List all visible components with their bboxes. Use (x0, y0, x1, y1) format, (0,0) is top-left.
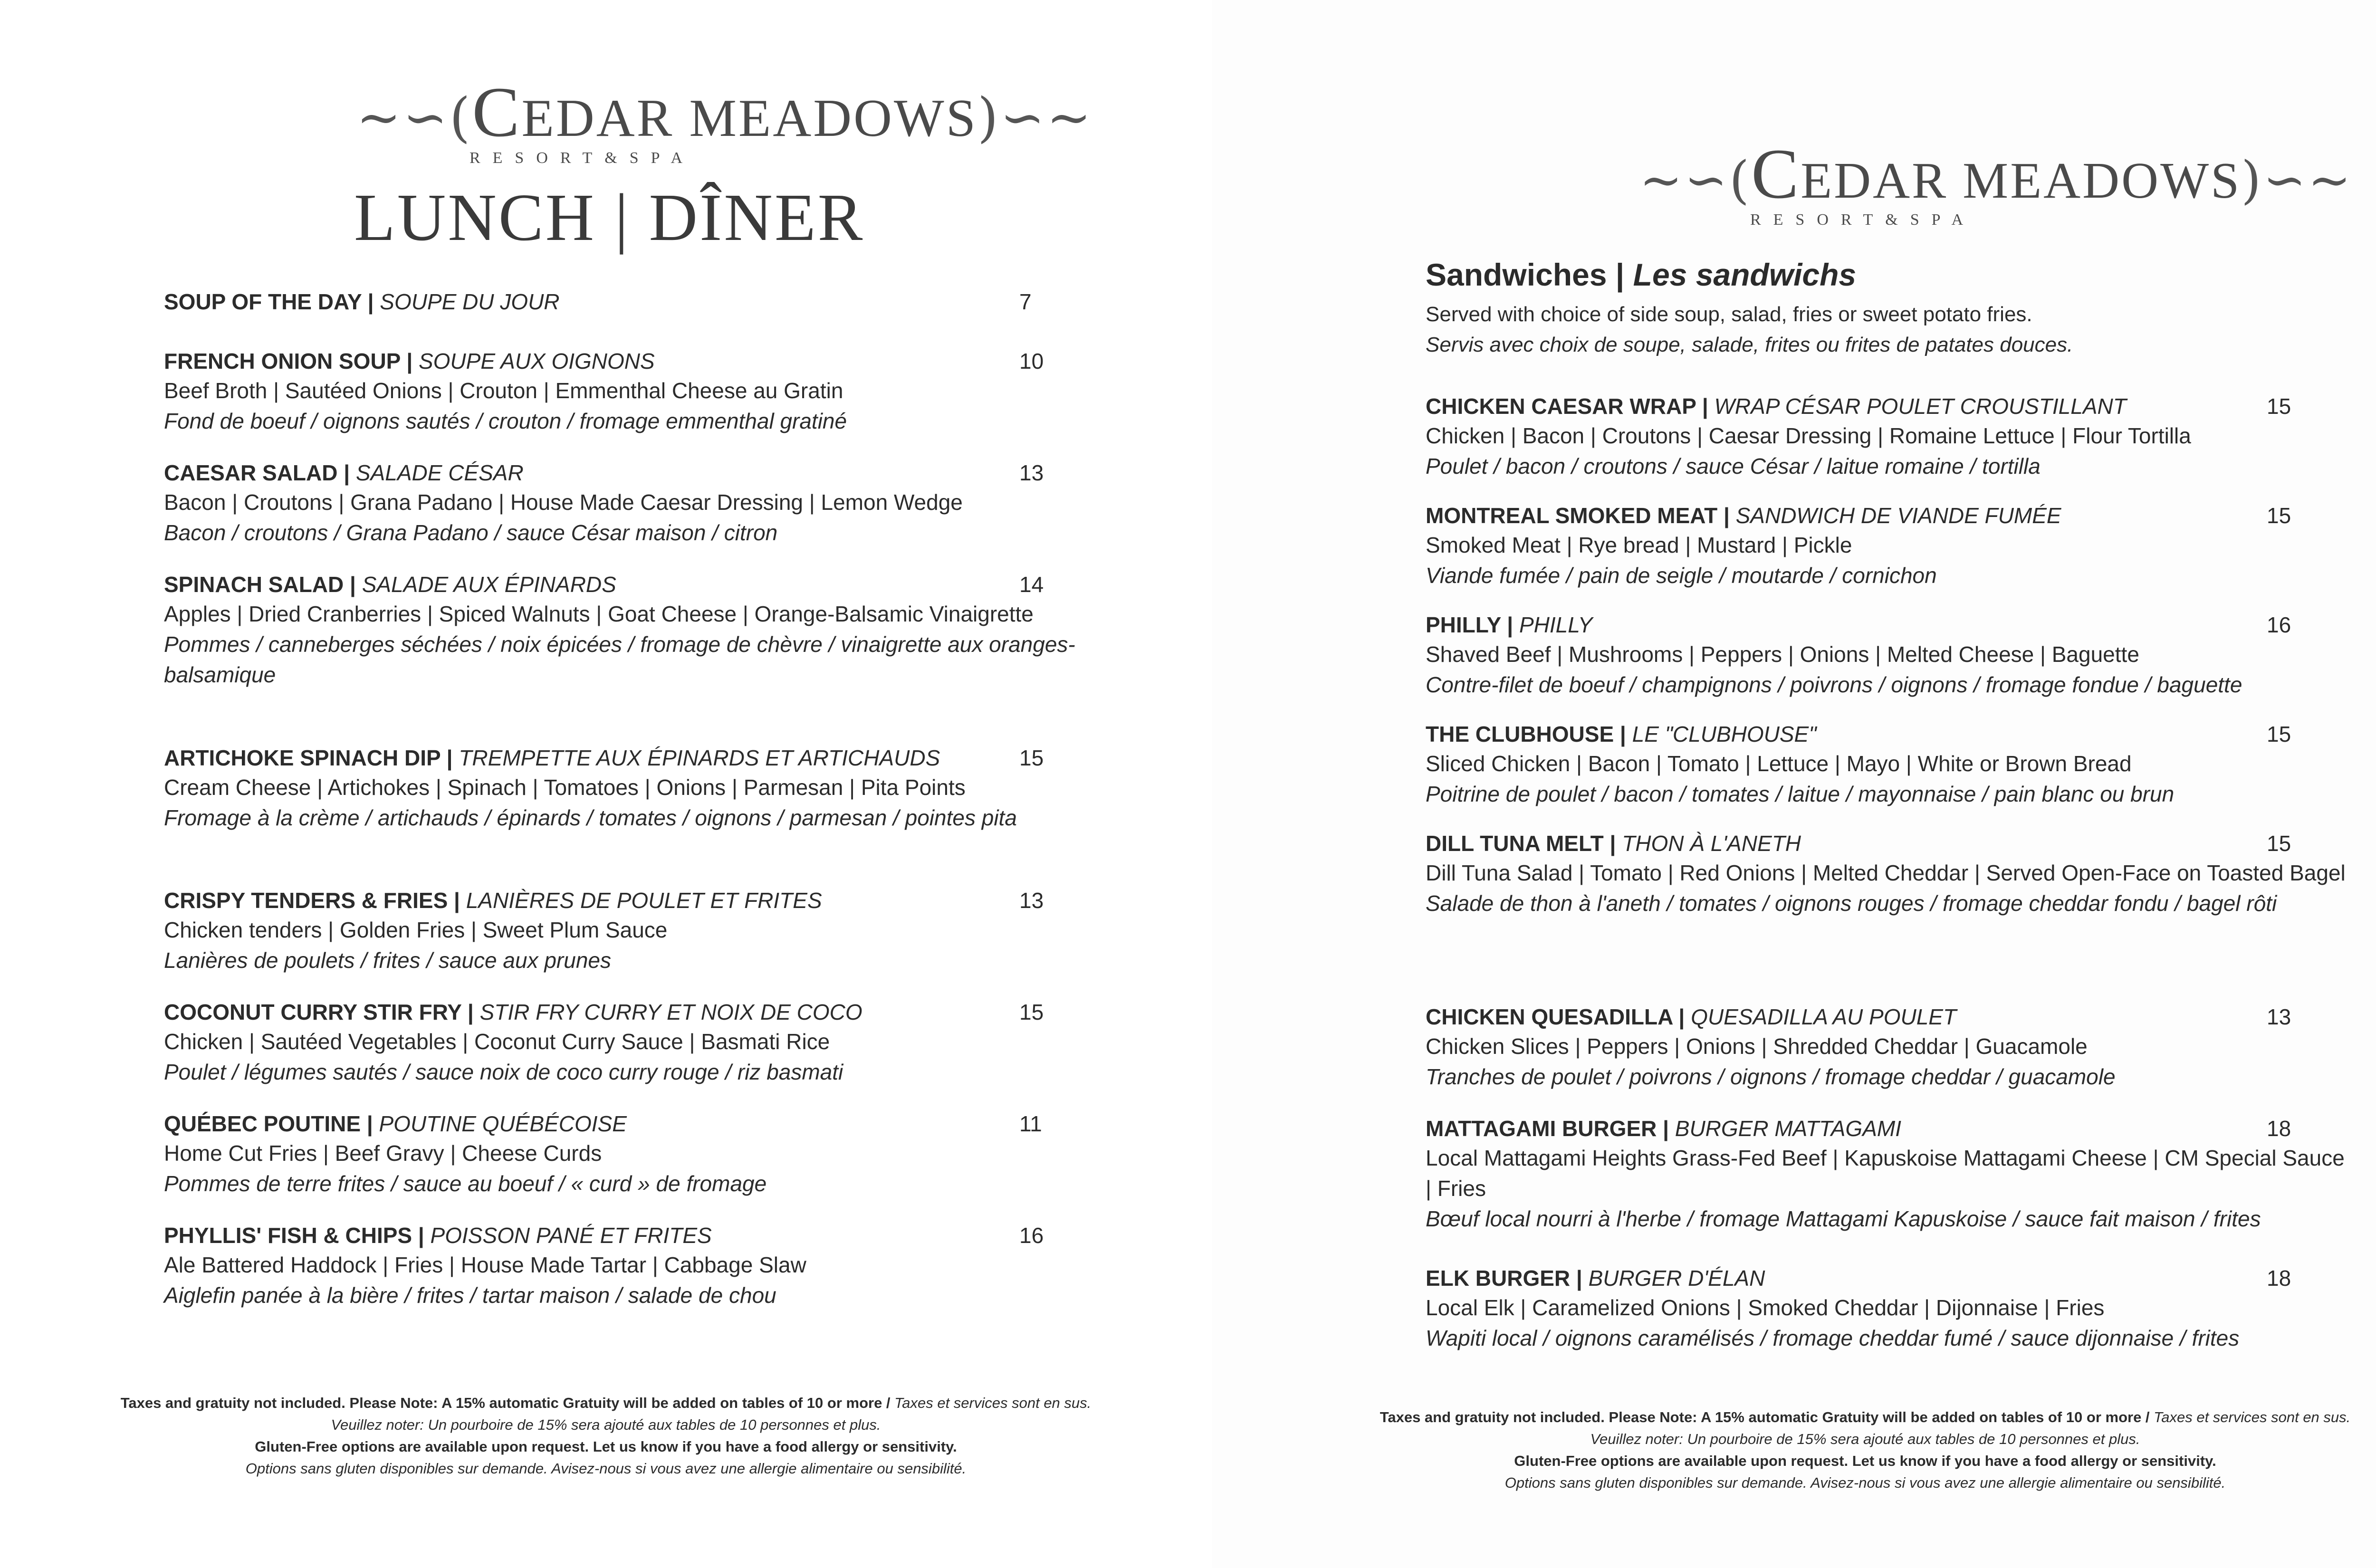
menu-item-description: Bacon | Croutons | Grana Padano | House Made Caesar Dressing | Lemon Wedge (164, 490, 963, 515)
section-title: Sandwiches | Les sandwichs (1426, 257, 1857, 292)
menu-item-name-fr: SOUPE AUX OIGNONS (418, 349, 655, 373)
menu-item-title (164, 287, 1091, 316)
footer-tax-note-fr: Taxes et services sont en sus. Veuillez noter: Un pourboire de 15% sera ajouté aux tables de 10 personnes et plus. (1590, 1409, 2351, 1447)
menu-item-name: ELK BURGER | (1426, 1266, 1582, 1291)
footer-gluten-note: Gluten-Free options are available upon request. Let us know if you have a food allergy or sensitivity. (1514, 1453, 2216, 1469)
menu-item (164, 347, 1091, 436)
menu-item-price: 18 (2267, 1116, 2291, 1141)
menu-item-price: 14 (1019, 572, 1044, 597)
menu-footer (1354, 1406, 2376, 1494)
menu-item-price: 16 (2267, 612, 2291, 637)
menu-item-name: MATTAGAMI BURGER | (1426, 1116, 1669, 1141)
menu-item-name-fr: POISSON PANÉ ET FRITES (430, 1223, 712, 1248)
right-swirl-icon: )∽~ (2241, 151, 2353, 210)
logo-wordmark: ~∽(CEDAR MEADOWS)∽~ (1639, 134, 2353, 213)
menu-item-name-fr: TREMPETTE AUX ÉPINARDS ET ARTICHAUDS (459, 746, 940, 770)
menu-item-name-fr: STIR FRY CURRY ET NOIX DE COCO (479, 1000, 862, 1024)
menu-item-title (1426, 611, 2352, 639)
menu-item-name: COCONUT CURRY STIR FRY | (164, 1000, 474, 1024)
menu-item-name: CAESAR SALAD | (164, 460, 350, 485)
menu-item-name-fr: LE "CLUBHOUSE" (1632, 722, 1817, 746)
menu-item (164, 287, 1091, 316)
menu-item-name-fr: POUTINE QUÉBÉCOISE (379, 1111, 627, 1136)
menu-item-description: Dill Tuna Salad | Tomato | Red Onions | Melted Cheddar | Served Open-Face on Toasted Bagel (1426, 860, 2346, 885)
menu-footer (95, 1392, 1117, 1480)
menu-item-description: Chicken | Bacon | Croutons | Caesar Dressing | Romaine Lettuce | Flour Tortilla (1426, 423, 2191, 448)
menu-item-title (1426, 1114, 2352, 1143)
right-swirl-icon: )∽~ (977, 87, 1093, 149)
menu-item-description: Cream Cheese | Artichokes | Spinach | Tomatoes | Onions | Parmesan | Pita Points (164, 775, 966, 800)
menu-item-name: PHILLY | (1426, 612, 1514, 637)
menu-item (164, 1221, 1091, 1310)
footer-gluten-note-fr: Options sans gluten disponibles sur demande. Avisez-nous si vous avez une allergie alimentaire ou sensibilité. (245, 1460, 967, 1477)
menu-item-name: THE CLUBHOUSE | (1426, 722, 1626, 746)
menu-item-name: SOUP OF THE DAY | (164, 289, 374, 314)
menu-item (164, 998, 1091, 1087)
menu-item-description: Local Elk | Caramelized Onions | Smoked Cheddar | Dijonnaise | Fries (1426, 1295, 2105, 1320)
menu-item-title (164, 1109, 1091, 1138)
menu-item (1426, 829, 2352, 918)
menu-item-name-fr: WRAP CÉSAR POULET CROUSTILLANT (1714, 394, 2127, 419)
menu-item (1426, 392, 2352, 481)
menu-item (164, 1109, 1091, 1199)
menu-item-description-fr: Fromage à la crème / artichauds / épinards / tomates / oignons / parmesan / pointes pita (164, 805, 1017, 830)
menu-item (1426, 720, 2352, 809)
menu-item-title (164, 886, 1091, 915)
menu-item-name: SPINACH SALAD | (164, 572, 356, 597)
menu-item-description-fr: Tranches de poulet / poivrons / oignons / fromage cheddar / guacamole (1426, 1064, 2116, 1089)
menu-item-price: 15 (2267, 831, 2291, 856)
menu-item (164, 886, 1091, 975)
menu-item-price: 10 (1019, 349, 1044, 373)
cedar-meadows-logo (1639, 133, 2353, 229)
menu-item-title (1426, 829, 2352, 858)
menu-item-price: 15 (1019, 1000, 1044, 1024)
menu-item-description-fr: Fond de boeuf / oignons sautés / crouton / fromage emmenthal gratiné (164, 409, 847, 433)
section-subtitle: Served with choice of side soup, salad, fries or sweet potato fries. Servis avec choix de soupe, salade, frites ou frites de patates douces. (1426, 303, 2073, 356)
menu-item-price: 15 (1019, 746, 1044, 770)
menu-item-name-fr: THON À L'ANETH (1622, 831, 1801, 856)
menu-item-description-fr: Bœuf local nourri à l'herbe / fromage Mattagami Kapuskoise / sauce fait maison / frites (1426, 1206, 2261, 1231)
menu-item-description-fr: Poitrine de poulet / bacon / tomates / laitue / mayonnaise / pain blanc ou brun (1426, 782, 2175, 806)
menu-item-description: Ale Battered Haddock | Fries | House Made Tartar | Cabbage Slaw (164, 1252, 806, 1277)
menu-item-title (164, 1221, 1091, 1250)
menu-item-title (164, 459, 1091, 487)
menu-item-description-fr: Wapiti local / oignons caramélisés / fromage cheddar fumé / sauce dijonnaise / frites (1426, 1326, 2240, 1350)
menu-item-description-fr: Viande fumée / pain de seigle / moutarde / cornichon (1426, 563, 1937, 588)
left-swirl-icon: ~∽( (356, 87, 472, 149)
menu-item (1426, 501, 2352, 591)
menu-item-name-fr: LANIÈRES DE POULET ET FRITES (466, 888, 822, 913)
menu-item (164, 459, 1091, 548)
menu-item-title (1426, 1003, 2352, 1031)
menu-item-name-fr: PHILLY (1519, 612, 1593, 637)
menu-item (1426, 1003, 2352, 1092)
menu-item-price: 7 (1019, 289, 1032, 314)
menu-item-description: Apples | Dried Cranberries | Spiced Walnuts | Goat Cheese | Orange-Balsamic Vinaigrette (164, 602, 1034, 626)
menu-item-price: 18 (2267, 1266, 2291, 1291)
menu-item-description-fr: Pommes de terre frites / sauce au boeuf / « curd » de fromage (164, 1171, 767, 1196)
menu-item-title (1426, 720, 2352, 748)
menu-item-name-fr: BURGER D'ÉLAN (1588, 1266, 1765, 1291)
menu-item-name: DILL TUNA MELT | (1426, 831, 1616, 856)
footer-gluten-note-fr: Options sans gluten disponibles sur demande. Avisez-nous si vous avez une allergie alimentaire ou sensibilité. (1504, 1474, 2226, 1491)
menu-item (1426, 1114, 2352, 1234)
menu-item-name-fr: SANDWICH DE VIANDE FUMÉE (1735, 503, 2061, 528)
menu-item-price: 11 (1019, 1111, 1042, 1136)
cedar-meadows-logo (356, 71, 1093, 167)
menu-item-description-fr: Aiglefin panée à la bière / frites / tartar maison / salade de chou (164, 1283, 776, 1308)
menu-item-name: FRENCH ONION SOUP | (164, 349, 413, 373)
menu-item-description: Sliced Chicken | Bacon | Tomato | Lettuce | Mayo | White or Brown Bread (1426, 751, 2132, 776)
page-title: LUNCH | DÎNER (354, 180, 865, 255)
footer-tax-note-fr: Taxes et services sont en sus. Veuillez noter: Un pourboire de 15% sera ajouté aux tables de 10 personnes et plus. (331, 1395, 1092, 1433)
menu-item (164, 744, 1091, 833)
logo-wordmark: ~∽(CEDAR MEADOWS)∽~ (356, 73, 1093, 152)
menu-item-name: PHYLLIS' FISH & CHIPS | (164, 1223, 424, 1248)
menu-item-description-fr: Poulet / bacon / croutons / sauce César / laitue romaine / tortilla (1426, 454, 2041, 478)
menu-item-description: Smoked Meat | Rye bread | Mustard | Pickle (1426, 533, 1852, 557)
menu-item-price: 15 (2267, 394, 2291, 419)
menu-item (164, 570, 1091, 690)
logo-subtitle: RESORT&SPA (469, 149, 695, 167)
menu-item-title (164, 998, 1091, 1026)
footer-tax-note: Taxes and gratuity not included. Please Note: A 15% automatic Gratuity will be added on tables of 10 or more / (120, 1395, 891, 1411)
menu-item-description: Home Cut Fries | Beef Gravy | Cheese Curds (164, 1141, 602, 1166)
menu-item-title (1426, 392, 2352, 421)
menu-item (1426, 1264, 2352, 1353)
menu-item-price: 15 (2267, 722, 2291, 746)
left-swirl-icon: ~∽( (1639, 151, 1752, 210)
menu-item-price: 15 (2267, 503, 2291, 528)
menu-item-description-fr: Salade de thon à l'aneth / tomates / oignons rouges / fromage cheddar fondu / bagel rôti (1426, 891, 2277, 916)
menu-item-description-fr: Lanières de poulets / frites / sauce aux prunes (164, 948, 612, 973)
menu-item-title (164, 570, 1091, 599)
menu-item-description-fr: Contre-filet de boeuf / champignons / poivrons / oignons / fromage fondue / baguette (1426, 672, 2242, 697)
menu-item-description-fr: Bacon / croutons / Grana Padano / sauce César maison / citron (164, 520, 778, 545)
menu-item-price: 13 (1019, 888, 1044, 913)
menu-item-name-fr: BURGER MATTAGAMI (1675, 1116, 1901, 1141)
menu-item-description: Chicken | Sautéed Vegetables | Coconut Curry Sauce | Basmati Rice (164, 1029, 830, 1054)
menu-item-title (1426, 501, 2352, 530)
menu-item-name: CHICKEN CAESAR WRAP | (1426, 394, 1708, 419)
menu-item-name: ARTICHOKE SPINACH DIP | (164, 746, 453, 770)
menu-item-name-fr: SALADE AUX ÉPINARDS (362, 572, 616, 597)
menu-item-name-fr: QUESADILLA AU POULET (1691, 1004, 1957, 1029)
logo-subtitle: RESORT&SPA (1750, 211, 1975, 229)
menu-item-price: 13 (2267, 1004, 2291, 1029)
menu-item-price: 13 (1019, 460, 1044, 485)
menu-item-name: QUÉBEC POUTINE | (164, 1111, 373, 1136)
menu-item-description: Chicken tenders | Golden Fries | Sweet Plum Sauce (164, 918, 668, 942)
sandwich-menu-page (1212, 0, 2376, 1568)
menu-item-title (1426, 1264, 2352, 1292)
menu-item-description: Chicken Slices | Peppers | Onions | Shredded Cheddar | Guacamole (1426, 1034, 2088, 1059)
menu-item-description: Shaved Beef | Mushrooms | Peppers | Onions | Melted Cheese | Baguette (1426, 642, 2139, 667)
menu-item-name-fr: SALADE CÉSAR (355, 460, 524, 485)
menu-item-name: CHICKEN QUESADILLA | (1426, 1004, 1685, 1029)
menu-item-title (164, 744, 1091, 772)
menu-item-name: MONTREAL SMOKED MEAT | (1426, 503, 1730, 528)
footer-gluten-note: Gluten-Free options are available upon request. Let us know if you have a food allergy or sensitivity. (255, 1438, 957, 1455)
menu-item-description: Beef Broth | Sautéed Onions | Crouton | Emmenthal Cheese au Gratin (164, 378, 843, 403)
menu-item (1426, 611, 2352, 700)
menu-item-description-fr: Pommes / canneberges séchées / noix épicées / fromage de chèvre / vinaigrette aux oranges-balsamique (164, 632, 1075, 687)
menu-item-price: 16 (1019, 1223, 1044, 1248)
menu-item-title (164, 347, 1091, 375)
menu-item-name: CRISPY TENDERS & FRIES | (164, 888, 460, 913)
footer-tax-note: Taxes and gratuity not included. Please Note: A 15% automatic Gratuity will be added on tables of 10 or more / (1380, 1409, 2150, 1425)
menu-item-description-fr: Poulet / légumes sautés / sauce noix de coco curry rouge / riz basmati (164, 1060, 843, 1084)
menu-item-name-fr: SOUPE DU JOUR (380, 289, 560, 314)
menu-item-description: Local Mattagami Heights Grass-Fed Beef | Kapuskoise Mattagami Cheese | CM Special Sauce | Fries (1426, 1146, 2345, 1201)
